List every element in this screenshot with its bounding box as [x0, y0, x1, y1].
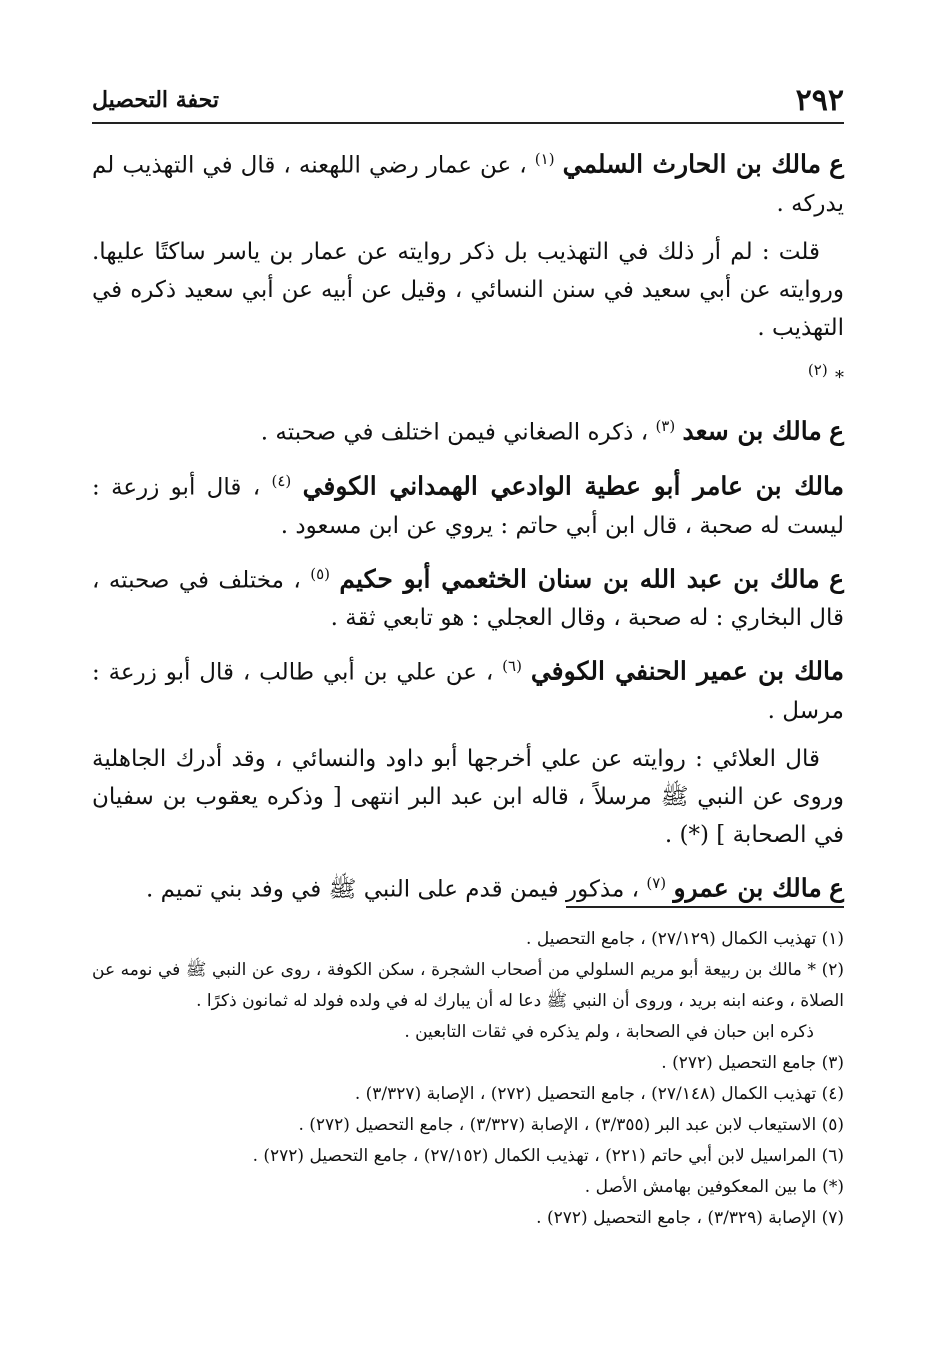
footnote-divider — [566, 906, 844, 908]
page-number: ٢٩٢ — [795, 82, 844, 118]
entry-text: ، ذكره الصغاني فيمن اختلف في صحبته . — [260, 419, 649, 446]
entry-text: ، مذكور فيمن قدم على النبي ﷺ في وفد بني تميم . — [145, 876, 640, 903]
entry-name: مالك بن عامر أبو عطية الوادعي الهمداني الكوفي — [302, 471, 844, 501]
star-marker: * — [835, 367, 844, 389]
footnote-ref: (٥) — [310, 564, 330, 583]
footnote-ref: (٢) — [807, 360, 828, 379]
entry-text: ، قال أبو زرعة : ليست له صحبة ، قال ابن أبي حاتم : يروي عن ابن مسعود . — [92, 474, 844, 539]
footnotes — [92, 924, 844, 1234]
entry-name: مالك بن سعد — [682, 416, 822, 446]
footnote-6: (٦) المراسيل لابن أبي حاتم (٢٢١) ، تهذيب الكمال (٢٧/١٥٢) ، جامع التحصيل (٢٧٢) . — [252, 1146, 844, 1166]
entry-text: ، عن عمار رضي اللهعنه ، قال في التهذيب لم يدركه . — [92, 152, 844, 217]
footnote-5: (٥) الاستيعاب لابن عبد البر (٣/٣٥٥) ، الإصابة (٣/٣٢٧) ، جامع التحصيل (٢٧٢) . — [298, 1115, 844, 1135]
entry-malik-ibn-abdullah — [92, 555, 844, 638]
comment-paragraph: قلت : لم أر ذلك في التهذيب بل ذكر روايته عن عمار بن ياسر ساكتًا عليها. وروايته عن أبي سعيد في سنن النسائي ، وقيل عن أبيه عن أبي سعيد ذكره في التهذيب . — [92, 238, 844, 341]
entry-malik-ibn-saad — [92, 407, 844, 452]
alalai-comment: قال العلائي : روايته عن علي أخرجها أبو داود والنسائي ، وقد أدرك الجاهلية وروى عن النبي ﷺ مرسلاً ، قاله ابن عبد البر انتهى [ وذكره يعقوب بن سفيان في الصحابة ] (*) . — [92, 745, 844, 848]
footnote-2: (٢) * مالك بن ربيعة أبو مريم السلولي من أصحاب الشجرة ، سكن الكوفة ، روى عن النبي ﷺ في نومه عن الصلاة ، وعنه ابنه بريد ، وروى أن النبي ﷺ دعا له أن يبارك له في ولده فولد له ثمانون ذكرًا . — [92, 960, 844, 1011]
entry-text: ، عن علي بن أبي طالب ، قال أبو زرعة : مرسل . — [92, 659, 844, 724]
star-marker-line — [92, 351, 844, 398]
footnote-4: (٤) تهذيب الكمال (٢٧/١٤٨) ، جامع التحصيل (٢٧٢) ، الإصابة (٣/٣٢٧) . — [354, 1084, 844, 1104]
entry-mark: ع — [829, 873, 844, 903]
entry-name: مالك بن عمرو — [673, 873, 822, 903]
entry-malik-ibn-al-harith — [92, 140, 844, 223]
page-header — [92, 78, 844, 124]
footnote-2-continuation: ذكره ابن حبان في الصحابة ، ولم يذكره في ثقات التابعين . — [404, 1022, 814, 1042]
footnote-7: (٧) الإصابة (٣/٣٢٩) ، جامع التحصيل (٢٧٢) . — [536, 1208, 844, 1228]
footnote-ref: (٤) — [271, 471, 292, 490]
footnote-ref: (٣) — [655, 417, 676, 436]
footnote-ref: (٧) — [646, 873, 667, 892]
entry-name: مالك بن عبد الله بن سنان الخثعمي أبو حكيم — [339, 564, 820, 594]
footnote-3: (٣) جامع التحصيل (٢٧٢) . — [661, 1053, 844, 1073]
entry-malik-ibn-umair — [92, 647, 844, 730]
entry-mark: ع — [829, 564, 845, 594]
main-text — [92, 140, 844, 919]
footnote-ref: (٦) — [502, 657, 522, 676]
entry-text: ، مختلف في صحبته ، قال البخاري : له صحبة ، وقال العجلي : هو تابعي ثقة . — [92, 567, 844, 632]
footnote-ref: (١) — [534, 150, 555, 168]
entry-mark: ع — [829, 149, 845, 179]
running-title: تحفة التحصيل — [92, 87, 219, 113]
entry-malik-ibn-amr — [92, 864, 844, 909]
footnote-star: (*) ما بين المعكوفين بهامش الأصل . — [584, 1177, 844, 1197]
footnote-1: (١) تهذيب الكمال (٢٧/١٢٩) ، جامع التحصيل . — [526, 929, 844, 949]
entry-name: مالك بن عمير الحنفي الكوفي — [530, 656, 844, 686]
entry-mark: ع — [829, 416, 844, 446]
entry-malik-ibn-amir — [92, 462, 844, 545]
entry-name: مالك بن الحارث السلمي — [562, 149, 822, 179]
